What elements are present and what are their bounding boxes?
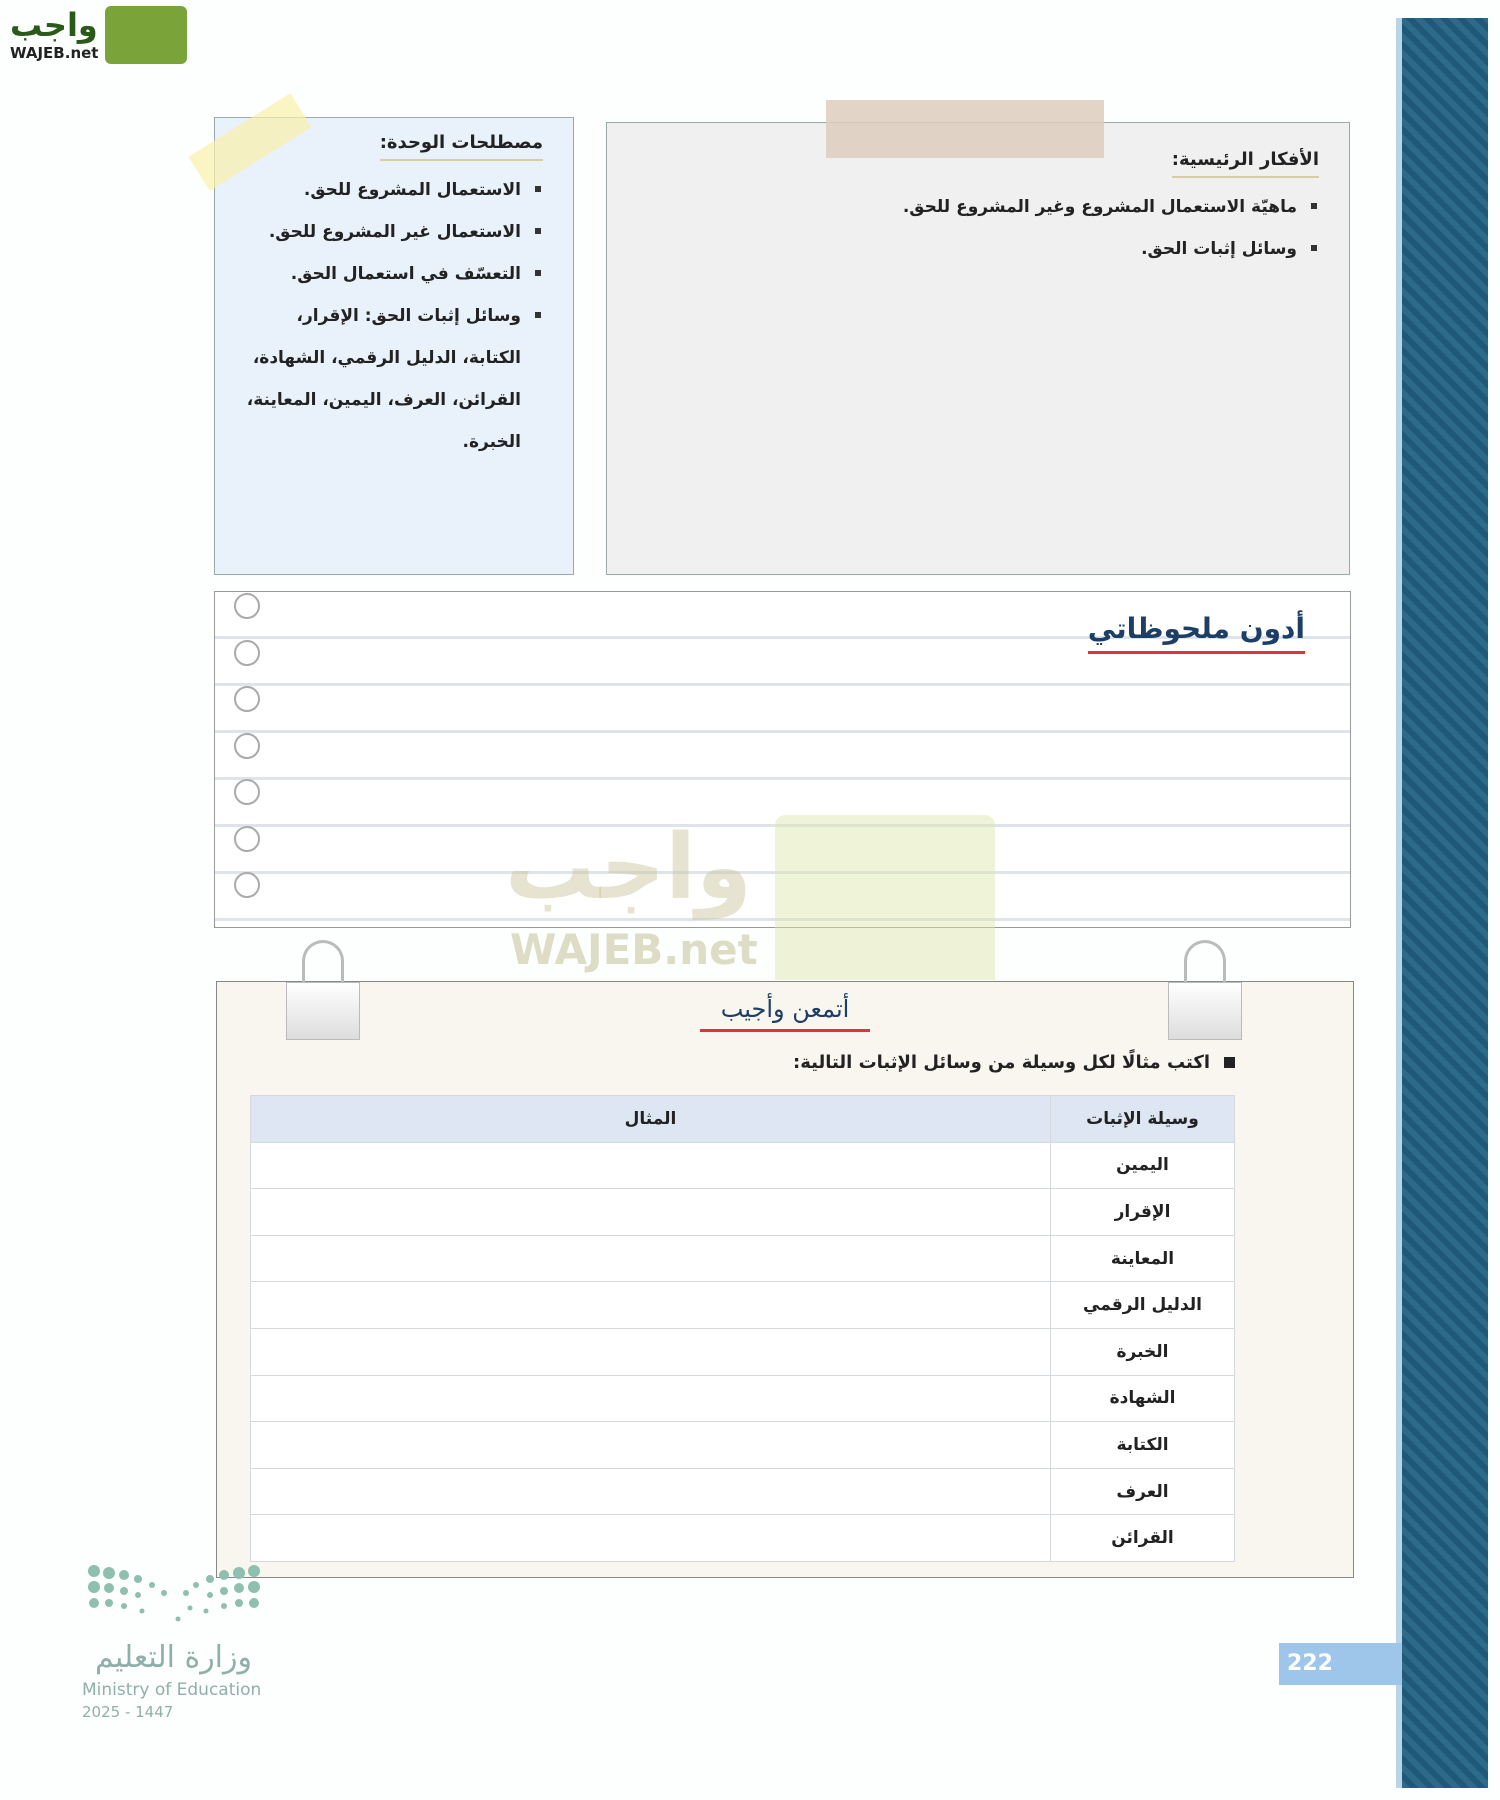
- main-ideas-title: الأفكار الرئيسية:: [1172, 149, 1319, 178]
- proof-means-cell: الشهادة: [1051, 1375, 1235, 1422]
- idea-item: وسائل إثبات الحق.: [637, 228, 1319, 270]
- wajeb-book-icon: [105, 6, 187, 64]
- example-answer-cell[interactable]: [251, 1468, 1051, 1515]
- watermark-latin: WAJEB.net: [510, 925, 758, 974]
- logo-latin: WAJEB.net: [10, 44, 99, 62]
- unit-terms-box: [214, 117, 574, 575]
- ministry-english: Ministry of Education: [82, 1680, 262, 1700]
- table-row: [251, 1515, 1235, 1562]
- table-row: [251, 1235, 1235, 1282]
- ring-icon: [234, 826, 260, 852]
- example-answer-cell[interactable]: [251, 1375, 1051, 1422]
- logo-arabic: واجب: [10, 6, 98, 44]
- proof-means-cell: الإقرار: [1051, 1189, 1235, 1236]
- page-number: 222: [1279, 1643, 1402, 1685]
- table-row: [251, 1468, 1235, 1515]
- ring-icon: [234, 593, 260, 619]
- header-example: المثال: [251, 1096, 1051, 1143]
- paper-tape: [826, 100, 1104, 158]
- example-answer-cell[interactable]: [251, 1422, 1051, 1469]
- main-ideas-box: [606, 122, 1350, 575]
- term-item: وسائل إثبات الحق: الإقرار، الكتابة، الدليل الرقمي، الشهادة، القرائن، العرف، اليمين، المعاينة، الخبرة.: [235, 295, 543, 463]
- table-row: [251, 1282, 1235, 1329]
- proof-means-cell: العرف: [1051, 1468, 1235, 1515]
- activity-instruction: اكتب مثالًا لكل وسيلة من وسائل الإثبات التالية:: [793, 1052, 1235, 1073]
- edition-year: 2025 - 1447: [82, 1703, 174, 1721]
- table-row: [251, 1328, 1235, 1375]
- example-answer-cell[interactable]: [251, 1515, 1051, 1562]
- proof-means-cell: القرائن: [1051, 1515, 1235, 1562]
- idea-item: ماهيّة الاستعمال المشروع وغير المشروع للحق.: [637, 186, 1319, 228]
- ring-icon: [234, 872, 260, 898]
- decorative-border: [1396, 18, 1488, 1788]
- ring-icon: [234, 779, 260, 805]
- proof-means-cell: الدليل الرقمي: [1051, 1282, 1235, 1329]
- ring-icon: [234, 733, 260, 759]
- proof-means-cell: المعاينة: [1051, 1235, 1235, 1282]
- binder-clip-icon: [1162, 940, 1248, 1040]
- table-row: [251, 1142, 1235, 1189]
- table-row: [251, 1189, 1235, 1236]
- term-item: الاستعمال المشروع للحق.: [235, 169, 543, 211]
- proof-means-table: [250, 1095, 1235, 1562]
- wajeb-logo: [10, 6, 98, 62]
- ring-icon: [234, 686, 260, 712]
- table-row: [251, 1422, 1235, 1469]
- term-item: الاستعمال غير المشروع للحق.: [235, 211, 543, 253]
- proof-means-cell: الكتابة: [1051, 1422, 1235, 1469]
- activity-title: أتمعن وأجيب: [700, 995, 870, 1032]
- notes-title: أدون ملحوظاتي: [1088, 612, 1305, 654]
- example-answer-cell[interactable]: [251, 1282, 1051, 1329]
- example-answer-cell[interactable]: [251, 1142, 1051, 1189]
- proof-means-cell: اليمين: [1051, 1142, 1235, 1189]
- ministry-arabic: وزارة التعليم: [94, 1640, 252, 1675]
- proof-means-cell: الخبرة: [1051, 1328, 1235, 1375]
- table-row: [251, 1375, 1235, 1422]
- example-answer-cell[interactable]: [251, 1235, 1051, 1282]
- example-answer-cell[interactable]: [251, 1328, 1051, 1375]
- binder-clip-icon: [280, 940, 366, 1040]
- unit-terms-title: مصطلحات الوحدة:: [380, 132, 543, 161]
- watermark-arabic: واجب: [505, 815, 752, 920]
- term-item: التعسّف في استعمال الحق.: [235, 253, 543, 295]
- ministry-dots-logo: [82, 1563, 267, 1628]
- header-means: وسيلة الإثبات: [1051, 1096, 1235, 1143]
- ring-icon: [234, 640, 260, 666]
- watermark-book-icon: [775, 815, 995, 980]
- example-answer-cell[interactable]: [251, 1189, 1051, 1236]
